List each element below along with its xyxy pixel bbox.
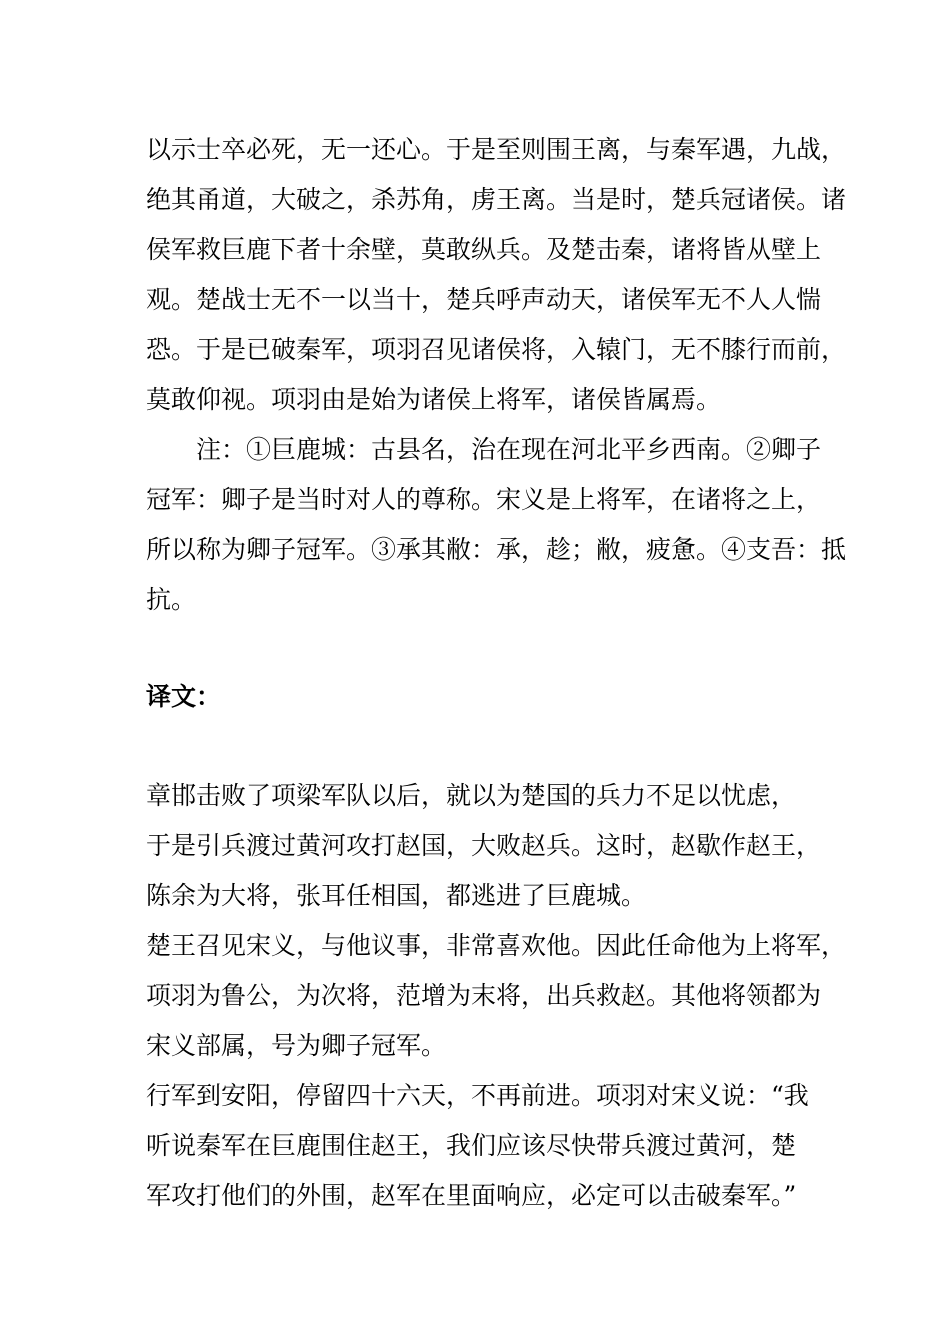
translation-line: 听说秦军在巨鹿围住赵王，我们应该尽快带兵渡过黄河，楚 (146, 1131, 797, 1160)
original-text-line: 侯军救巨鹿下者十余壁，莫敢纵兵。及楚击秦，诸将皆从壁上 (146, 235, 822, 264)
translation-line: 陈余为大将，张耳任相国，都逃进了巨鹿城。 (146, 881, 647, 910)
translation-heading: 译文： (146, 682, 222, 711)
original-text-line: 观。楚战士无不一以当十，楚兵呼声动天，诸侯军无不人人惴 (146, 285, 822, 314)
note-line: 抗。 (146, 585, 197, 614)
translation-line: 楚王召见宋义，与他议事，非常喜欢他。因此任命他为上将军， (146, 931, 847, 960)
original-text-line: 莫敢仰视。项羽由是始为诸侯上将军，诸侯皆属焉。 (146, 385, 722, 414)
translation-line: 章邯击败了项梁军队以后，就以为楚国的兵力不足以忧虑， (146, 781, 797, 810)
note-line: 冠军：卿子是当时对人的尊称。宋义是上将军，在诸将之上， (146, 485, 822, 514)
translation-line: 军攻打他们的外围，赵军在里面响应，必定可以击破秦军。” (146, 1181, 797, 1210)
translation-line: 项羽为鲁公，为次将，范增为末将，出兵救赵。其他将领都为 (146, 981, 822, 1010)
original-text-line: 恐。于是已破秦军，项羽召见诸侯将，入辕门，无不膝行而前， (146, 335, 847, 364)
translation-line: 于是引兵渡过黄河攻打赵国，大败赵兵。这时，赵歇作赵王， (146, 831, 822, 860)
original-text-line: 绝其甬道，大破之，杀苏角，虏王离。当是时，楚兵冠诸侯。诸 (146, 185, 847, 214)
translation-line: 行军到安阳，停留四十六天，不再前进。项羽对宋义说：“我 (146, 1081, 809, 1110)
note-line: 所以称为卿子冠军。③承其敝：承，趁；敝，疲惫。④支吾：抵 (146, 535, 847, 564)
original-text-line: 以示士卒必死，无一还心。于是至则围王离，与秦军遇，九战， (146, 135, 847, 164)
translation-line: 宋义部属，号为卿子冠军。 (146, 1031, 447, 1060)
note-line: 注：①巨鹿城：古县名，治在现在河北平乡西南。②卿子 (196, 435, 822, 464)
